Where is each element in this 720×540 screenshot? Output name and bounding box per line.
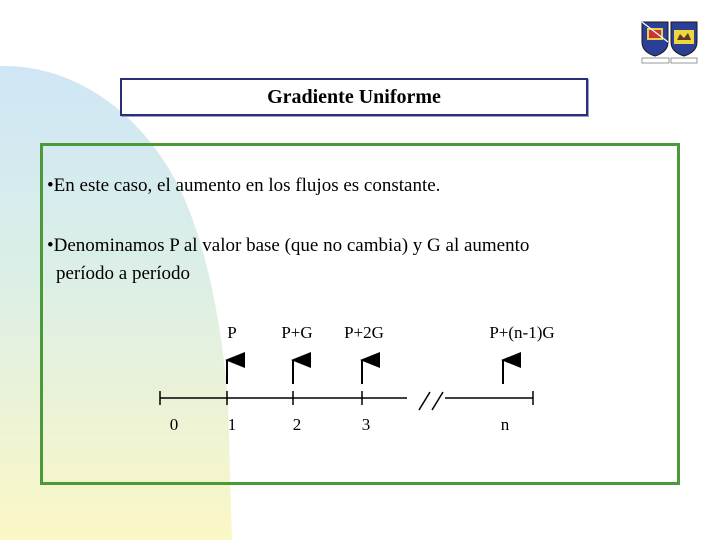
period-label: 2 [292,415,302,434]
cash-flow-label: P+2G [344,323,384,342]
bullet-text: Denominamos P al valor base (que no cambia) y G al aumento [53,235,530,256]
period-label: 3 [361,415,371,434]
timeline-axis [160,391,533,405]
bullet-text: En este caso, el aumento en los flujos es constante. [53,175,441,196]
bullet-marker: • [47,175,54,196]
bullet-marker: • [47,235,54,256]
bullet-text-continuation: período a período [56,263,191,284]
cash-flow-label: P [227,323,237,342]
cash-flow-label: P+(n-1)G [489,323,555,342]
period-label: 0 [169,415,179,434]
period-label: 1 [227,415,237,434]
slide-title: Gradiente Uniforme [120,78,588,116]
period-label: n [500,415,510,434]
cash-flow-label: P+G [281,323,313,342]
axis-break-icon [419,392,443,410]
